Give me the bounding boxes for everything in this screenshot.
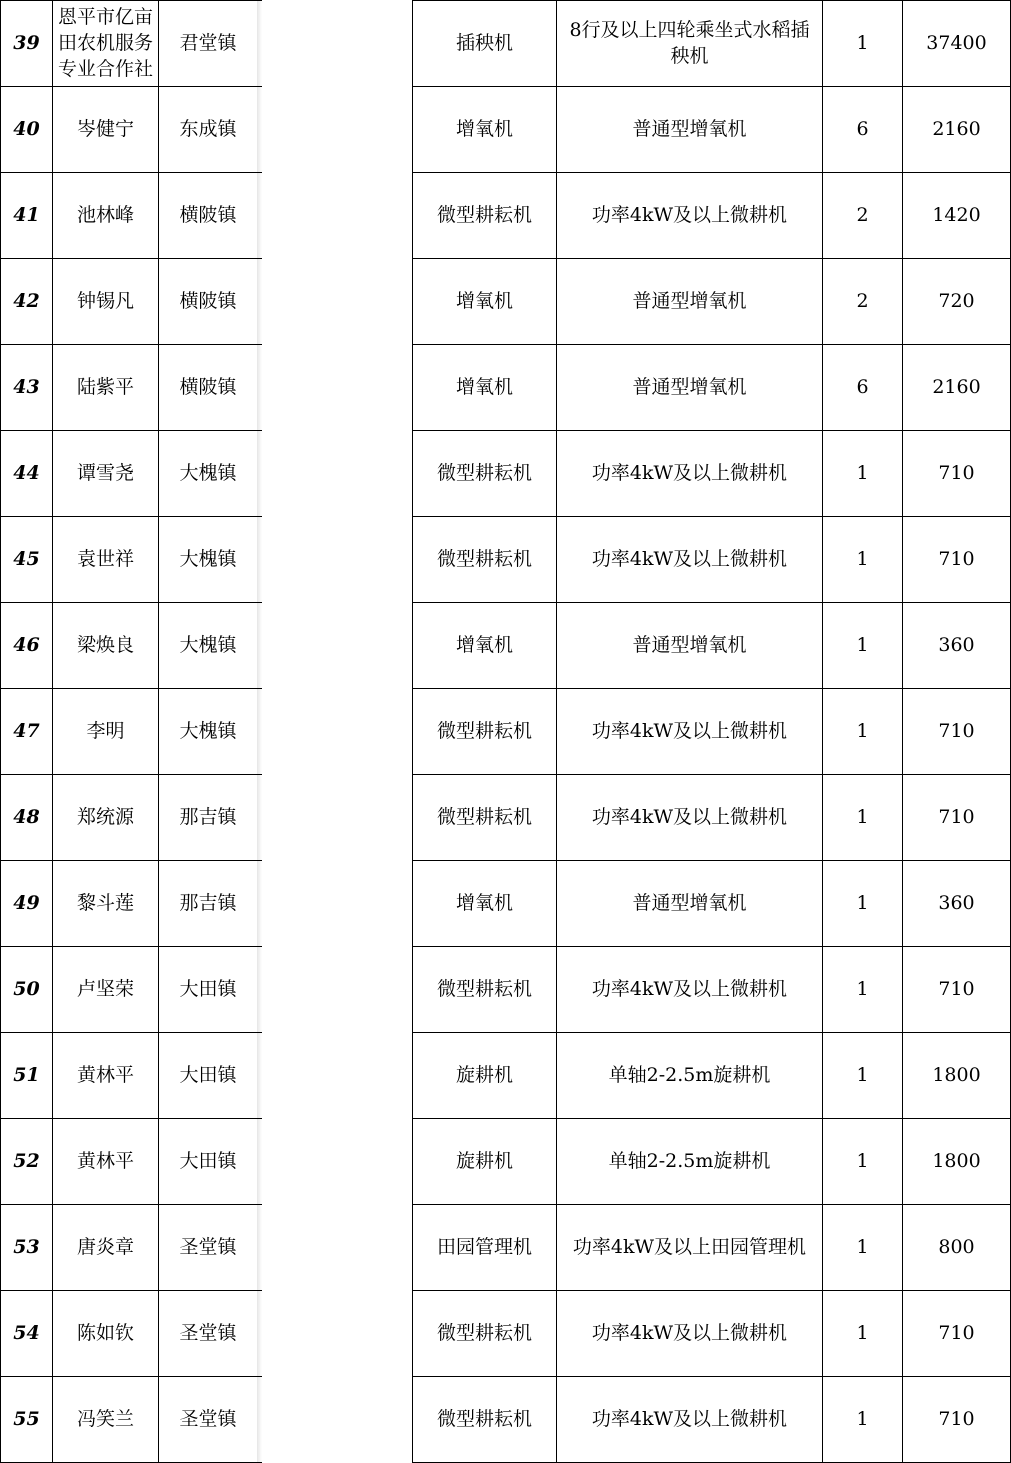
machine-item-cell: 普通型增氧机 (632, 376, 747, 398)
grid-hline (0, 1290, 262, 1291)
grid-hline (412, 258, 1011, 259)
quantity-cell: 2 (856, 204, 869, 226)
quantity-cell: 1 (856, 548, 869, 570)
subsidy-amount-cell: 2160 (932, 376, 981, 398)
applicant-name-cell: 郑统源 (76, 806, 134, 828)
row-number-cell: 45 (13, 548, 40, 570)
grid-hline (412, 688, 1011, 689)
machine-category-cell: 增氧机 (455, 290, 513, 312)
grid-vline (902, 0, 903, 1463)
row-number-cell: 42 (13, 290, 40, 312)
machine-category-cell: 田园管理机 (436, 1236, 532, 1258)
grid-hline (0, 946, 262, 947)
grid-hline (412, 86, 1011, 87)
grid-vline (52, 0, 53, 1463)
applicant-name-cell: 袁世祥 (76, 548, 134, 570)
row-number-cell: 53 (13, 1236, 40, 1258)
town-cell: 大槐镇 (179, 548, 237, 570)
grid-hline (412, 172, 1011, 173)
quantity-cell: 1 (856, 1236, 869, 1258)
town-cell: 大槐镇 (179, 462, 237, 484)
grid-hline (412, 774, 1011, 775)
applicant-name-cell: 恩平市亿亩田农机服务专业合作社 (57, 6, 153, 80)
town-cell: 大田镇 (179, 978, 237, 1000)
applicant-name-cell: 卢坚荣 (76, 978, 134, 1000)
town-cell: 大田镇 (179, 1064, 237, 1086)
table-row (0, 86, 1011, 172)
quantity-cell: 6 (856, 118, 869, 140)
machine-category-cell: 微型耕耘机 (436, 548, 532, 570)
subsidy-amount-cell: 720 (938, 290, 975, 312)
grid-vline (158, 0, 159, 1463)
town-cell: 圣堂镇 (179, 1236, 237, 1258)
grid-hline (412, 516, 1011, 517)
machine-category-cell: 增氧机 (455, 634, 513, 656)
quantity-cell: 1 (856, 720, 869, 742)
table-row (0, 172, 1011, 258)
table-row (0, 516, 1011, 602)
machine-item-cell: 普通型增氧机 (632, 118, 747, 140)
applicant-name-cell: 池林峰 (76, 204, 134, 226)
town-cell: 圣堂镇 (179, 1322, 237, 1344)
subsidy-amount-cell: 710 (938, 978, 975, 1000)
quantity-cell: 1 (856, 806, 869, 828)
town-cell: 横陂镇 (179, 376, 237, 398)
grid-hline (0, 688, 262, 689)
grid-hline (412, 430, 1011, 431)
subsidy-amount-cell: 800 (938, 1236, 975, 1258)
grid-hline (0, 172, 262, 173)
machine-item-cell: 普通型增氧机 (632, 892, 747, 914)
quantity-cell: 1 (856, 892, 869, 914)
machine-item-cell: 普通型增氧机 (632, 290, 747, 312)
machine-item-cell: 功率4kW及以上微耕机 (591, 978, 788, 1000)
town-cell: 横陂镇 (179, 204, 237, 226)
machine-item-cell: 单轴2-2.5m旋耕机 (608, 1064, 771, 1086)
quantity-cell: 1 (856, 978, 869, 1000)
machine-category-cell: 微型耕耘机 (436, 462, 532, 484)
applicant-name-cell: 钟锡凡 (76, 290, 134, 312)
grid-hline (0, 516, 262, 517)
row-number-cell: 40 (13, 118, 40, 140)
quantity-cell: 1 (856, 1408, 869, 1430)
quantity-cell: 1 (856, 1150, 869, 1172)
town-cell: 大槐镇 (179, 634, 237, 656)
subsidy-amount-cell: 1800 (932, 1064, 981, 1086)
subsidy-amount-cell: 710 (938, 548, 975, 570)
town-cell: 那吉镇 (179, 892, 237, 914)
table-row (0, 688, 1011, 774)
row-number-cell: 46 (13, 634, 40, 656)
machine-category-cell: 微型耕耘机 (436, 978, 532, 1000)
table-row (0, 774, 1011, 860)
row-number-cell: 51 (13, 1064, 40, 1086)
table-row (0, 1204, 1011, 1290)
row-number-cell: 41 (13, 204, 40, 226)
subsidy-amount-cell: 360 (938, 892, 975, 914)
quantity-cell: 2 (856, 290, 869, 312)
row-number-cell: 54 (13, 1322, 40, 1344)
applicant-name-cell: 黎斗莲 (76, 892, 134, 914)
row-number-cell: 47 (13, 720, 40, 742)
row-number-cell: 50 (13, 978, 40, 1000)
quantity-cell: 1 (856, 634, 869, 656)
grid-hline (0, 258, 262, 259)
grid-hline (0, 1118, 262, 1119)
row-number-cell: 43 (13, 376, 40, 398)
grid-hline (412, 1290, 1011, 1291)
machine-category-cell: 微型耕耘机 (436, 806, 532, 828)
subsidy-amount-cell: 1420 (932, 204, 981, 226)
machine-item-cell: 功率4kW及以上微耕机 (591, 806, 788, 828)
machine-item-cell: 功率4kW及以上微耕机 (591, 720, 788, 742)
table-row (0, 860, 1011, 946)
machine-category-cell: 旋耕机 (455, 1064, 513, 1086)
row-number-cell: 52 (13, 1150, 40, 1172)
machine-item-cell: 功率4kW及以上微耕机 (591, 462, 788, 484)
grid-hline (412, 1204, 1011, 1205)
table-row (0, 1376, 1011, 1462)
grid-hline (0, 860, 262, 861)
town-cell: 那吉镇 (179, 806, 237, 828)
applicant-name-cell: 陆紫平 (76, 376, 134, 398)
grid-hline (0, 602, 262, 603)
applicant-name-cell: 黄林平 (76, 1064, 134, 1086)
grid-hline (0, 1032, 262, 1033)
table-row (0, 344, 1011, 430)
town-cell: 君堂镇 (179, 32, 237, 54)
subsidy-amount-cell: 2160 (932, 118, 981, 140)
table-row (0, 0, 1011, 86)
quantity-cell: 1 (856, 1322, 869, 1344)
town-cell: 大槐镇 (179, 720, 237, 742)
machine-item-cell: 功率4kW及以上微耕机 (591, 204, 788, 226)
machine-category-cell: 微型耕耘机 (436, 1408, 532, 1430)
machine-category-cell: 增氧机 (455, 892, 513, 914)
grid-hline (0, 344, 262, 345)
table-row (0, 258, 1011, 344)
quantity-cell: 1 (856, 462, 869, 484)
applicant-name-cell: 唐炎章 (76, 1236, 134, 1258)
table-row (0, 602, 1011, 688)
subsidy-amount-cell: 710 (938, 1408, 975, 1430)
subsidy-amount-cell: 710 (938, 720, 975, 742)
machine-item-cell: 功率4kW及以上田园管理机 (572, 1236, 807, 1258)
subsidy-amount-cell: 710 (938, 806, 975, 828)
table-row (0, 430, 1011, 516)
applicant-name-cell: 梁焕良 (76, 634, 134, 656)
grid-vline (0, 0, 1, 1463)
subsidy-amount-cell: 710 (938, 1322, 975, 1344)
applicant-name-cell: 黄林平 (76, 1150, 134, 1172)
applicant-name-cell: 陈如钦 (76, 1322, 134, 1344)
row-number-cell: 48 (13, 806, 40, 828)
machine-category-cell: 旋耕机 (455, 1150, 513, 1172)
grid-vline (556, 0, 557, 1463)
quantity-cell: 1 (856, 1064, 869, 1086)
grid-hline (412, 1032, 1011, 1033)
grid-vline (412, 0, 413, 1463)
quantity-cell: 1 (856, 32, 869, 54)
grid-hline (412, 602, 1011, 603)
table-row (0, 946, 1011, 1032)
machine-category-cell: 增氧机 (455, 118, 513, 140)
grid-hline (0, 0, 262, 1)
grid-hline (0, 1376, 262, 1377)
town-cell: 大田镇 (179, 1150, 237, 1172)
machine-category-cell: 增氧机 (455, 376, 513, 398)
subsidy-amount-cell: 37400 (926, 32, 987, 54)
machine-category-cell: 微型耕耘机 (436, 1322, 532, 1344)
machine-item-cell: 普通型增氧机 (632, 634, 747, 656)
applicant-name-cell: 岑健宁 (76, 118, 134, 140)
town-cell: 横陂镇 (179, 290, 237, 312)
grid-hline (412, 1376, 1011, 1377)
quantity-cell: 6 (856, 376, 869, 398)
table-row (0, 1118, 1011, 1204)
machine-item-cell: 功率4kW及以上微耕机 (591, 1322, 788, 1344)
town-cell: 东成镇 (179, 118, 237, 140)
grid-hline (0, 1204, 262, 1205)
row-number-cell: 49 (13, 892, 40, 914)
subsidy-amount-cell: 360 (938, 634, 975, 656)
subsidy-amount-cell: 1800 (932, 1150, 981, 1172)
machine-item-cell: 功率4kW及以上微耕机 (591, 548, 788, 570)
subsidy-amount-cell: 710 (938, 462, 975, 484)
machine-category-cell: 微型耕耘机 (436, 204, 532, 226)
machine-item-cell: 功率4kW及以上微耕机 (591, 1408, 788, 1430)
grid-hline (412, 946, 1011, 947)
grid-vline (822, 0, 823, 1463)
grid-hline (0, 86, 262, 87)
grid-hline (0, 774, 262, 775)
table-row (0, 1032, 1011, 1118)
grid-hline (0, 430, 262, 431)
row-number-cell: 55 (13, 1408, 40, 1430)
grid-hline (412, 1118, 1011, 1119)
table-row (0, 1290, 1011, 1376)
row-number-cell: 44 (13, 462, 40, 484)
grid-hline (412, 344, 1011, 345)
applicant-name-cell: 李明 (86, 720, 125, 742)
row-number-cell: 39 (13, 32, 40, 54)
grid-hline (412, 860, 1011, 861)
machine-category-cell: 插秧机 (455, 32, 513, 54)
machine-item-cell: 8行及以上四轮乘坐式水稻插秧机 (569, 19, 810, 67)
machine-category-cell: 微型耕耘机 (436, 720, 532, 742)
applicant-name-cell: 谭雪尧 (76, 462, 134, 484)
town-cell: 圣堂镇 (179, 1408, 237, 1430)
applicant-name-cell: 冯笑兰 (76, 1408, 134, 1430)
grid-hline (412, 0, 1011, 1)
machine-item-cell: 单轴2-2.5m旋耕机 (608, 1150, 771, 1172)
